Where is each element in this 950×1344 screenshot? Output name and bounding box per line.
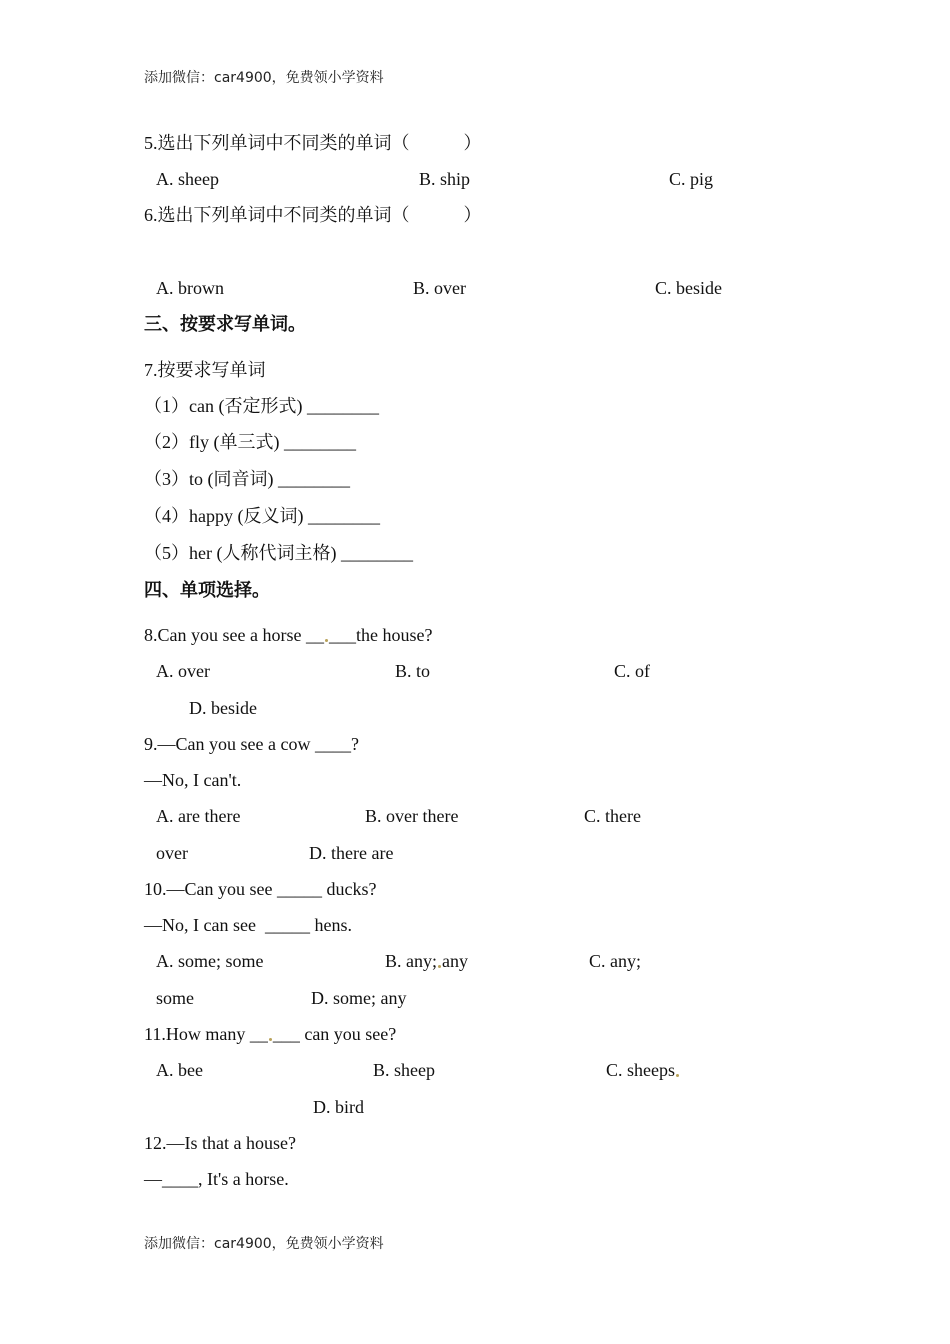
q11-stem-part: ___ can you see? — [272, 1024, 397, 1044]
q7-stem: 7.按要求写单词 — [144, 360, 266, 380]
q8-stem — [144, 624, 432, 646]
q9-option-b: B. over there — [365, 806, 459, 826]
q10-option-c: C. any; — [589, 951, 641, 971]
q8-stem-part: 8.Can you see a horse __ — [144, 625, 324, 645]
q11-stem-part: 11.How many __ — [144, 1024, 268, 1044]
q11-option-a: A. bee — [156, 1060, 203, 1080]
q8-option-b: B. to — [395, 661, 431, 681]
q12-stem: 12.—Is that a house? — [144, 1133, 296, 1153]
artifact-dot — [438, 965, 441, 968]
q6-option-a: A. brown — [156, 278, 224, 298]
header-note: 添加微信：car4900，免费领小学资料 — [144, 70, 384, 86]
q9-option-c: C. there — [584, 806, 641, 826]
q10-option-d: D. some; any — [311, 988, 407, 1008]
q8-option-a: A. over — [156, 661, 210, 681]
q7-item: （3）to (同音词) ________ — [144, 469, 350, 489]
q8-option-d: D. beside — [189, 698, 257, 718]
q9-stem: 9.—Can you see a cow ____? — [144, 734, 359, 754]
q7-item: （2）fly (单三式) ________ — [144, 432, 356, 452]
q7-item: （4）happy (反义词) ________ — [144, 506, 380, 526]
artifact-dot — [269, 1038, 272, 1041]
footer-note: 添加微信：car4900，免费领小学资料 — [144, 1236, 384, 1252]
q9-option-c-continued: over — [156, 843, 188, 863]
q5-option-b: B. ship — [419, 169, 471, 189]
q8-option-c: C. of — [614, 661, 650, 681]
section-4-heading: 四、单项选择。 — [144, 580, 270, 600]
q12-reply: —____, It's a horse. — [144, 1169, 289, 1189]
q11-option-c-text: C. sheeps — [606, 1060, 675, 1080]
q10-option-b — [385, 950, 468, 972]
q6-option-c: C. beside — [655, 278, 722, 298]
q10-option-b-part: B. any; — [385, 951, 437, 971]
q7-item: （5）her (人称代词主格) ________ — [144, 543, 413, 563]
q6-stem: 6.选出下列单词中不同类的单词（ ） — [144, 205, 482, 225]
q10-option-a: A. some; some — [156, 951, 264, 971]
section-3-heading: 三、按要求写单词。 — [144, 314, 306, 334]
artifact-dot — [325, 639, 328, 642]
q9-option-a: A. are there — [156, 806, 241, 826]
q11-option-b: B. sheep — [373, 1060, 435, 1080]
q8-stem-part: ___the house? — [328, 625, 433, 645]
q9-reply: —No, I can't. — [144, 770, 242, 790]
q5-option-c: C. pig — [669, 169, 714, 189]
q7-item: （1）can (否定形式) ________ — [144, 396, 379, 416]
artifact-dot — [676, 1074, 679, 1077]
q11-option-c — [606, 1059, 680, 1081]
q10-option-c-continued: some — [156, 988, 194, 1008]
q10-option-b-part: any — [442, 951, 468, 971]
q10-reply: —No, I can see _____ hens. — [144, 915, 352, 935]
q10-stem: 10.—Can you see _____ ducks? — [144, 879, 377, 899]
q5-stem: 5.选出下列单词中不同类的单词（ ） — [144, 133, 482, 153]
q6-option-b: B. over — [413, 278, 466, 298]
q11-option-d: D. bird — [313, 1097, 364, 1117]
q9-option-d: D. there are — [309, 843, 394, 863]
q5-option-a: A. sheep — [156, 169, 219, 189]
q11-stem — [144, 1023, 396, 1045]
